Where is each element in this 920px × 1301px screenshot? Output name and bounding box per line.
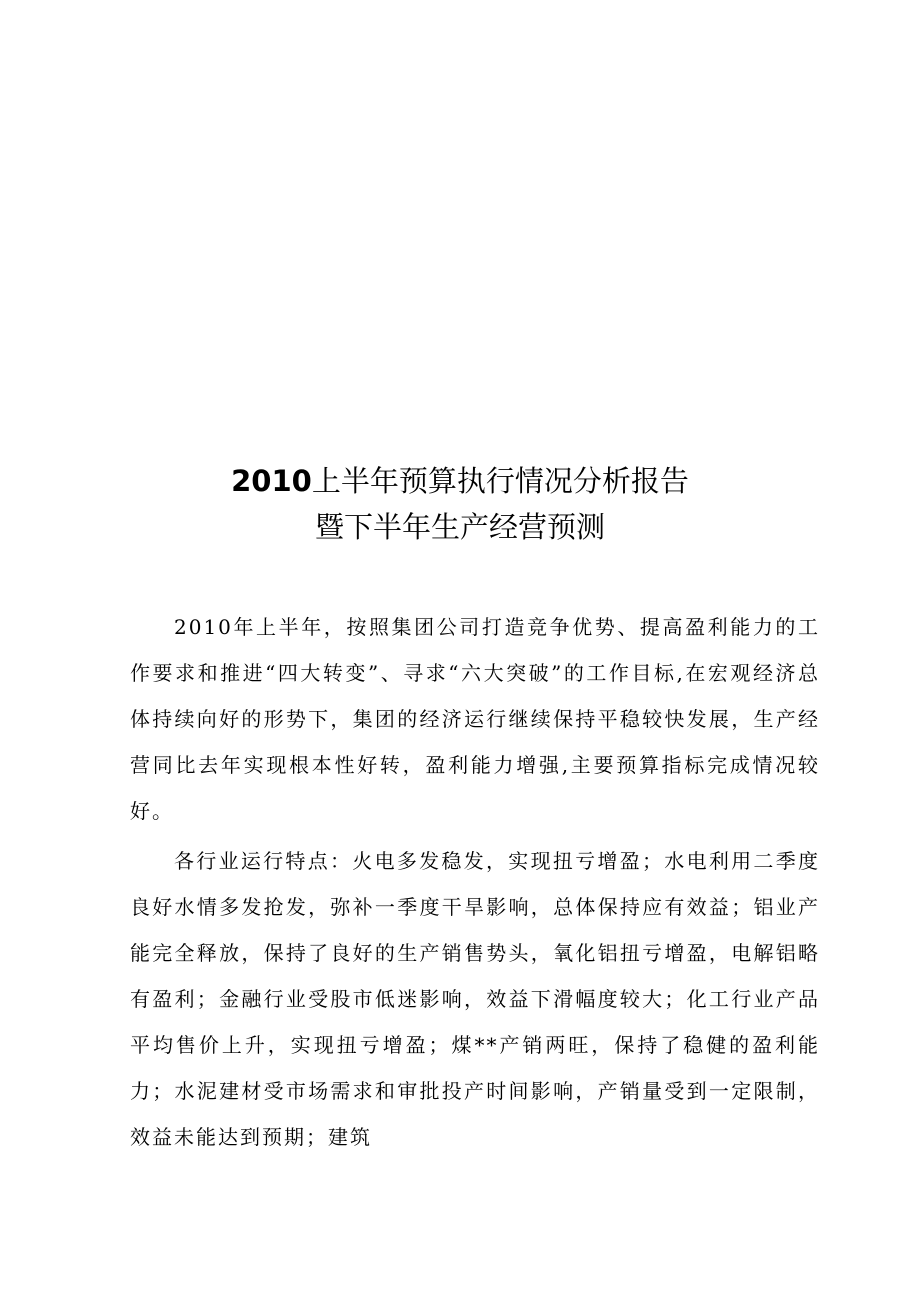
title-line-1-text: 上半年预算执行情况分析报告	[311, 464, 689, 498]
title-line-2: 暨下半年生产经营预测	[314, 510, 605, 544]
paragraph-industry-features: 各行业运行特点：火电多发稳发，实现扭亏增盈；水电利用二季度良好水情多发抢发，弥补一季度干旱影响，总体保持应有效益；铝业产能完全释放，保持了良好的生产销售势头，氧化铝扭亏增盈，电解铝略有盈利；金融行业受股市低迷影响，效益下滑幅度较大；化工行业产品平均售价上升，实现扭亏增盈；煤**产销两旺，保持了稳健的盈利能力；水泥建材受市场需求和审批投产时间影响，产销量受到一定限制，效益未能达到预期；建筑	[130, 849, 820, 1149]
document-title	[0, 458, 920, 550]
paragraph-overview: 2010年上半年，按照集团公司打造竞争优势、提高盈利能力的工作要求和推进“四大转变”、寻求“六大突破”的工作目标,在宏观经济总体持续向好的形势下，集团的经济运行继续保持平稳较快发展，生产经营同比去年实现根本性好转，盈利能力增强,主要预算指标完成情况较好。	[130, 615, 820, 823]
title-line-1	[0, 458, 920, 504]
title-year: 2010	[231, 464, 312, 498]
document-body	[130, 604, 820, 1160]
